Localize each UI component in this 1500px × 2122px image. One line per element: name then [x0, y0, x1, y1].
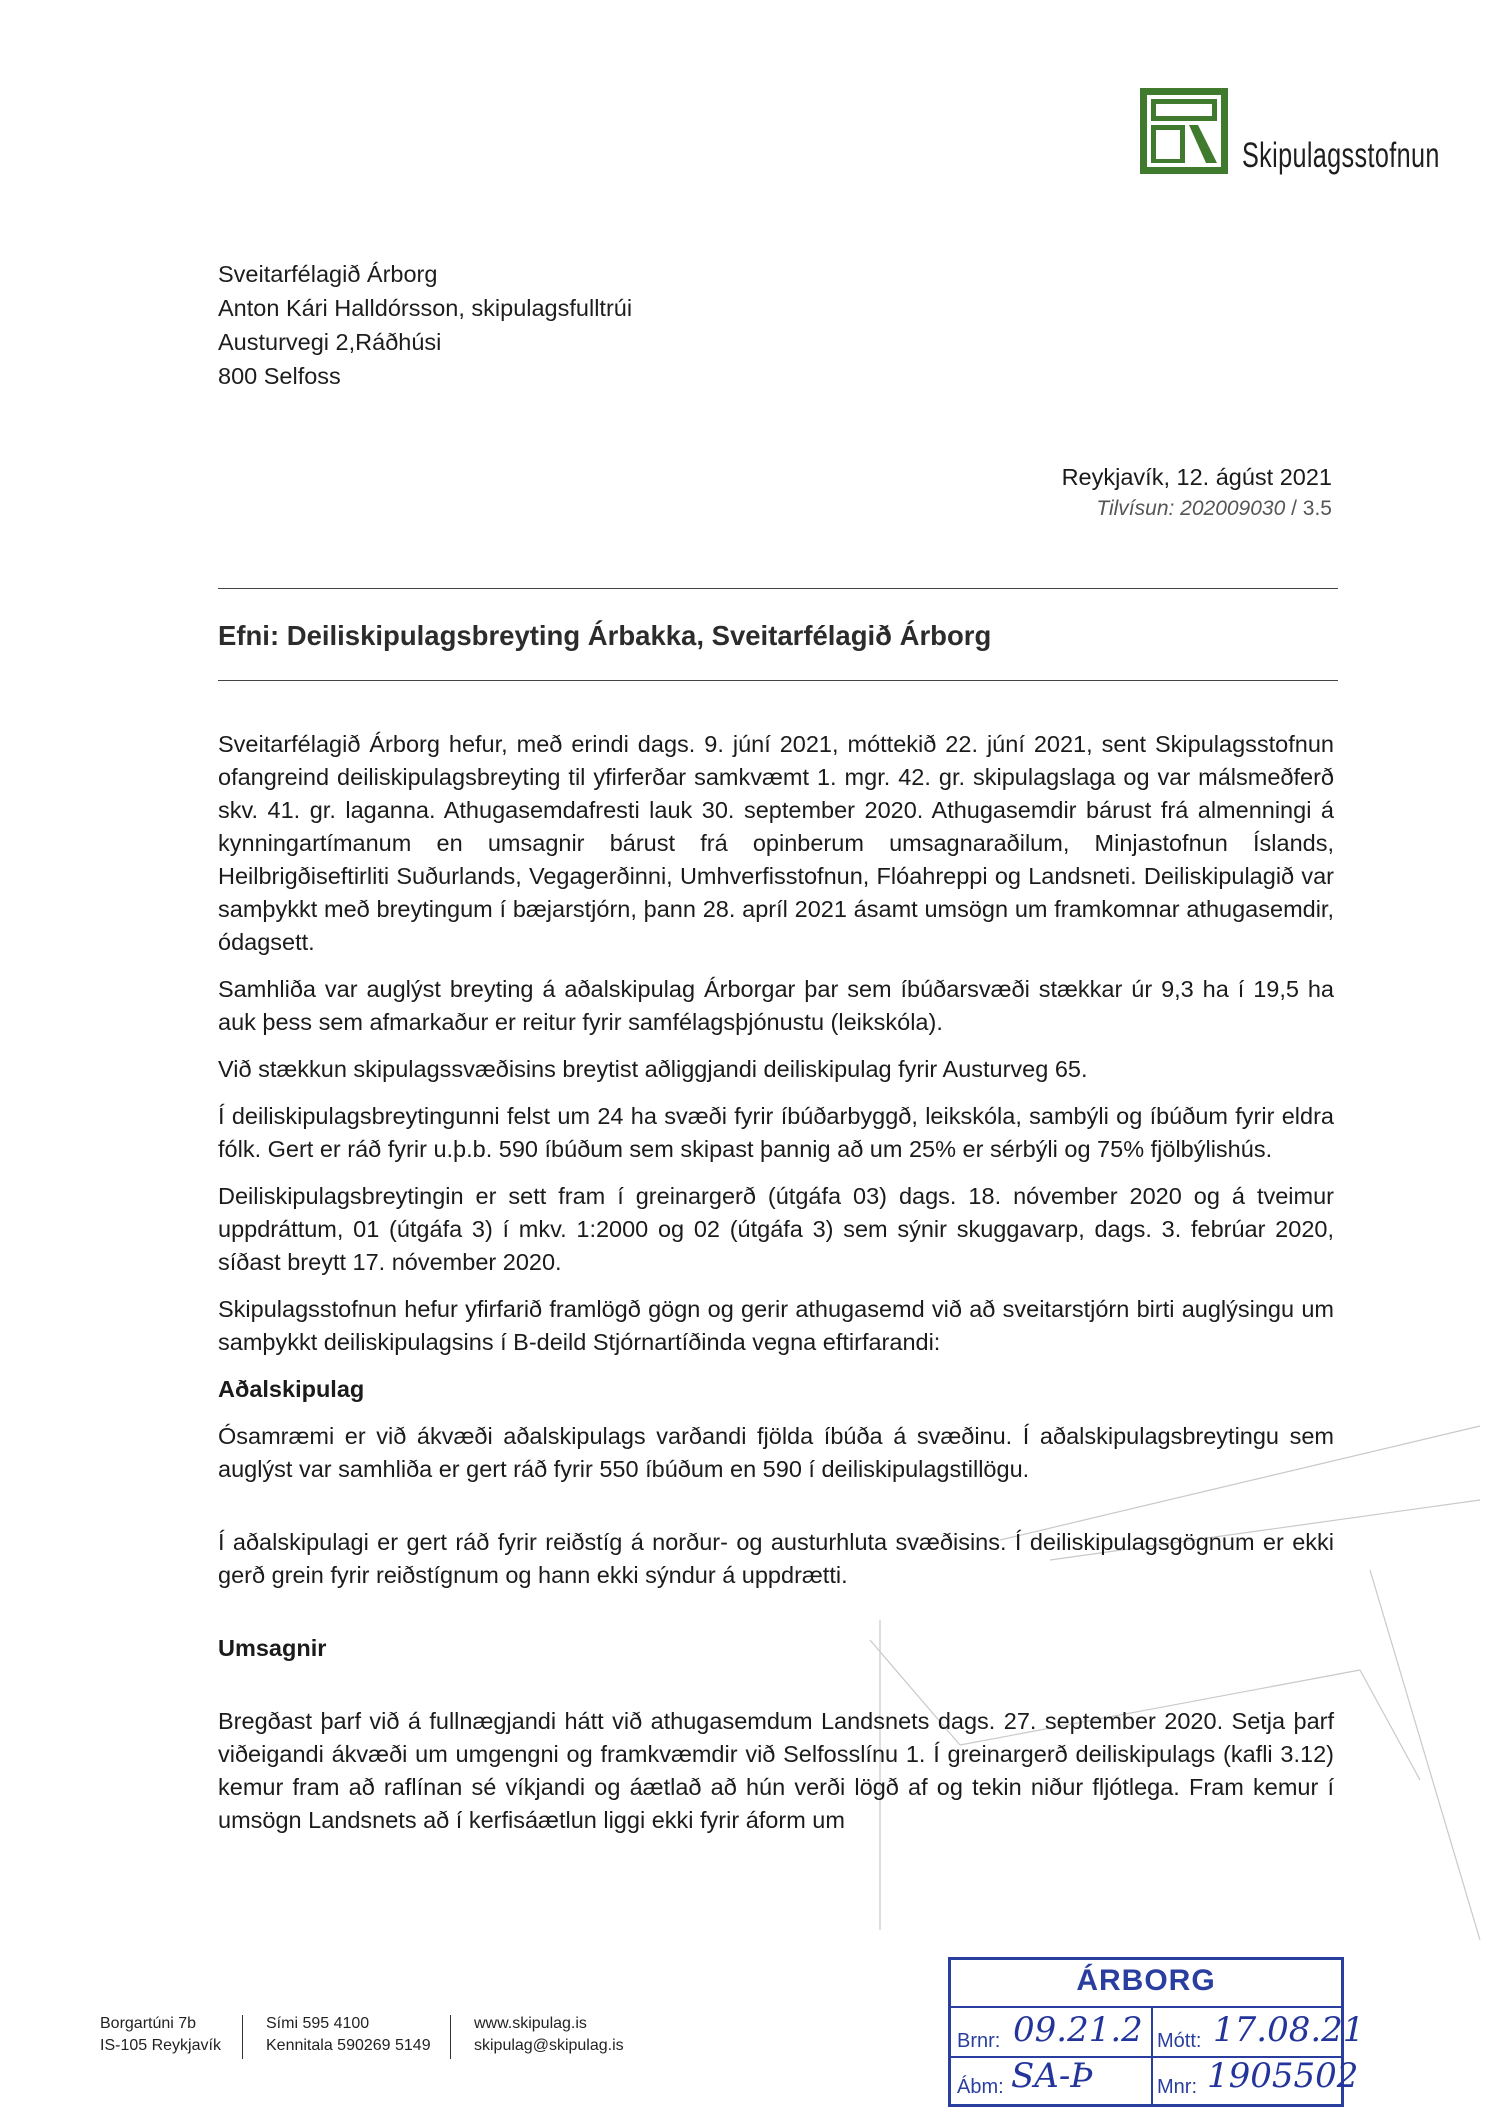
body-paragraph: Við stækkun skipulagssvæðisins breytist aðliggjandi deiliskipulag fyrir Austurveg 65.	[218, 1056, 1088, 1082]
section-heading-umsagnir: Umsagnir	[218, 1635, 327, 1661]
body-paragraph: Í deiliskipulagsbreytingunni felst um 24 ha svæði fyrir íbúðarbyggð, leikskóla, sambýli og íbúðum fyrir eldra fólk. Gert er ráð fyrir u.þ.b. 590 íbúðum sem skipast þannig að um 25% er sérbýli og 75% fjölbýlishús.	[218, 1103, 1334, 1162]
subject-line: Efni: Deiliskipulagsbreyting Árbakka, Sveitarfélagið Árborg	[218, 620, 992, 651]
stamp-brnr-label: Brnr:	[957, 2030, 1001, 2052]
footer-email-link[interactable]: skipulag@skipulag.is	[474, 2037, 624, 2054]
subject-rule-bottom	[218, 680, 1338, 681]
footer-address-line: Borgartúni 7b	[100, 2015, 197, 2032]
footer-website-link[interactable]: www.skipulag.is	[474, 2015, 587, 2032]
body-paragraph: Deiliskipulagsbreytingin er sett fram í greinargerð (útgáfa 03) dags. 18. nóvember 2020 og á tveimur uppdráttum, 01 (útgáfa 3) í mkv. 1:2000 og 02 (útgáfa 3) sem sýnir skuggavarp, dags. 3. febrúar 2020, síðast breytt 17. nóvember 2020.	[218, 1183, 1334, 1275]
section-heading-adalskipulag: Aðalskipulag	[218, 1376, 365, 1402]
subject-rule-top	[218, 588, 1338, 589]
recipient-line: Sveitarfélagið Árborg	[218, 261, 438, 287]
stamp-divider	[1151, 2006, 1153, 2104]
recipient-line: Austurvegi 2,Ráðhúsi	[218, 329, 442, 355]
letter-body	[218, 728, 1334, 1851]
date-block	[1062, 460, 1332, 524]
stamp-mott-value: 17.08.21	[1213, 2010, 1365, 2050]
stamp-mott-label: Mótt:	[1157, 2030, 1202, 2052]
stamp-title: ÁRBORG	[1076, 1964, 1216, 1997]
footer-web	[474, 2013, 624, 2057]
footer-divider	[450, 2015, 451, 2059]
stamp-mnr-label: Mnr:	[1157, 2076, 1197, 2098]
footer-divider	[242, 2015, 243, 2059]
stamp-divider	[951, 2006, 1341, 2008]
footer-address	[100, 2013, 221, 2057]
logo-mark-icon	[1140, 88, 1228, 174]
body-paragraph: Skipulagsstofnun hefur yfirfarið framlögð gögn og gerir athugasemd við að sveitarstjórn birti auglýsingu um samþykkt deiliskipulagsins í B-deild Stjórnartíðinda vegna eftirfarandi:	[218, 1296, 1334, 1355]
footer-phone: Sími 595 4100	[266, 2015, 370, 2032]
body-paragraph: Bregðast þarf við á fullnægjandi hátt við athugasemdum Landsnets dags. 27. september 2020. Setja þarf viðeigandi ákvæði um umgengni og framkvæmdir við Selfosslínu 1. Í greinargerð deiliskipulags (kafli 3.12) kemur fram að raflínan sé víkjandi og áætlað að hún verði lögð af og tekin niður fljótlega. Fram kemur í umsögn Landsnets að í kerfisáætlun liggi ekki fyrir áform um	[218, 1708, 1334, 1833]
stamp-mnr-value: 1905502	[1207, 2056, 1359, 2096]
body-paragraph: Í aðalskipulagi er gert ráð fyrir reiðstíg á norður- og austurhluta svæðisins. Í deiliskipulagsgögnum er ekki gerð grein fyrir reiðstígnum og hann ekki sýndur á uppdrætti.	[218, 1529, 1334, 1588]
body-paragraph: Sveitarfélagið Árborg hefur, með erindi dags. 9. júní 2021, móttekið 22. júní 2021, sent Skipulagsstofnun ofangreind deiliskipulagsbreyting til yfirferðar samkvæmt 1. mgr. 42. gr. skipulagslaga og var málsmeðferð skv. 41. gr. laganna. Athugasemdafresti lauk 30. september 2020. Athugasemdir bárust frá almenningi á kynningartímanum en umsagnir bárust frá opinberum umsagnaraðilum, Minjastofnun Íslands, Heilbrigðiseftirliti Suðurlands, Vegagerðinni, Umhverfisstofnun, Flóahreppi og Landsneti. Deiliskipulagið var samþykkt með breytingum í bæjarstjórn, þann 28. apríl 2021 ásamt umsögn um framkomnar athugasemdir, ódagsett.	[218, 731, 1334, 955]
footer-address-line: IS-105 Reykjavík	[100, 2037, 221, 2054]
logo-text: Skipulagsstofnun	[1242, 136, 1440, 175]
stamp-abm-value: SA-Þ	[1011, 2056, 1094, 2096]
body-paragraph: Samhliða var auglýst breyting á aðalskipulag Árborgar þar sem íbúðarsvæði stækkar úr 9,3 ha í 19,5 ha auk þess sem afmarkaður er reitur fyrir samfélagsþjónustu (leikskóla).	[218, 976, 1334, 1035]
letter-date: Reykjavík, 12. ágúst 2021	[1061, 464, 1332, 490]
stamp-abm-label: Ábm:	[957, 2076, 1004, 2098]
footer-kennitala: Kennitala 590269 5149	[266, 2037, 431, 2054]
reference-label: Tilvísun: 202009030	[1096, 497, 1286, 520]
recipient-line: 800 Selfoss	[218, 363, 341, 389]
stamp-brnr-value: 09.21.2	[1013, 2010, 1143, 2050]
reference-number	[1062, 494, 1332, 524]
recipient-address	[218, 257, 632, 393]
reference-suffix: / 3.5	[1291, 497, 1332, 520]
footer-contact	[266, 2013, 431, 2057]
received-stamp	[948, 1957, 1365, 2107]
recipient-line: Anton Kári Halldórsson, skipulagsfulltrúi	[218, 295, 633, 321]
body-paragraph: Ósamræmi er við ákvæði aðalskipulags varðandi fjölda íbúða á svæðinu. Í aðalskipulagsbreytingu sem auglýst var samhliða er gert ráð fyrir 550 íbúðum en 590 í deiliskipulagstillögu.	[218, 1423, 1334, 1482]
